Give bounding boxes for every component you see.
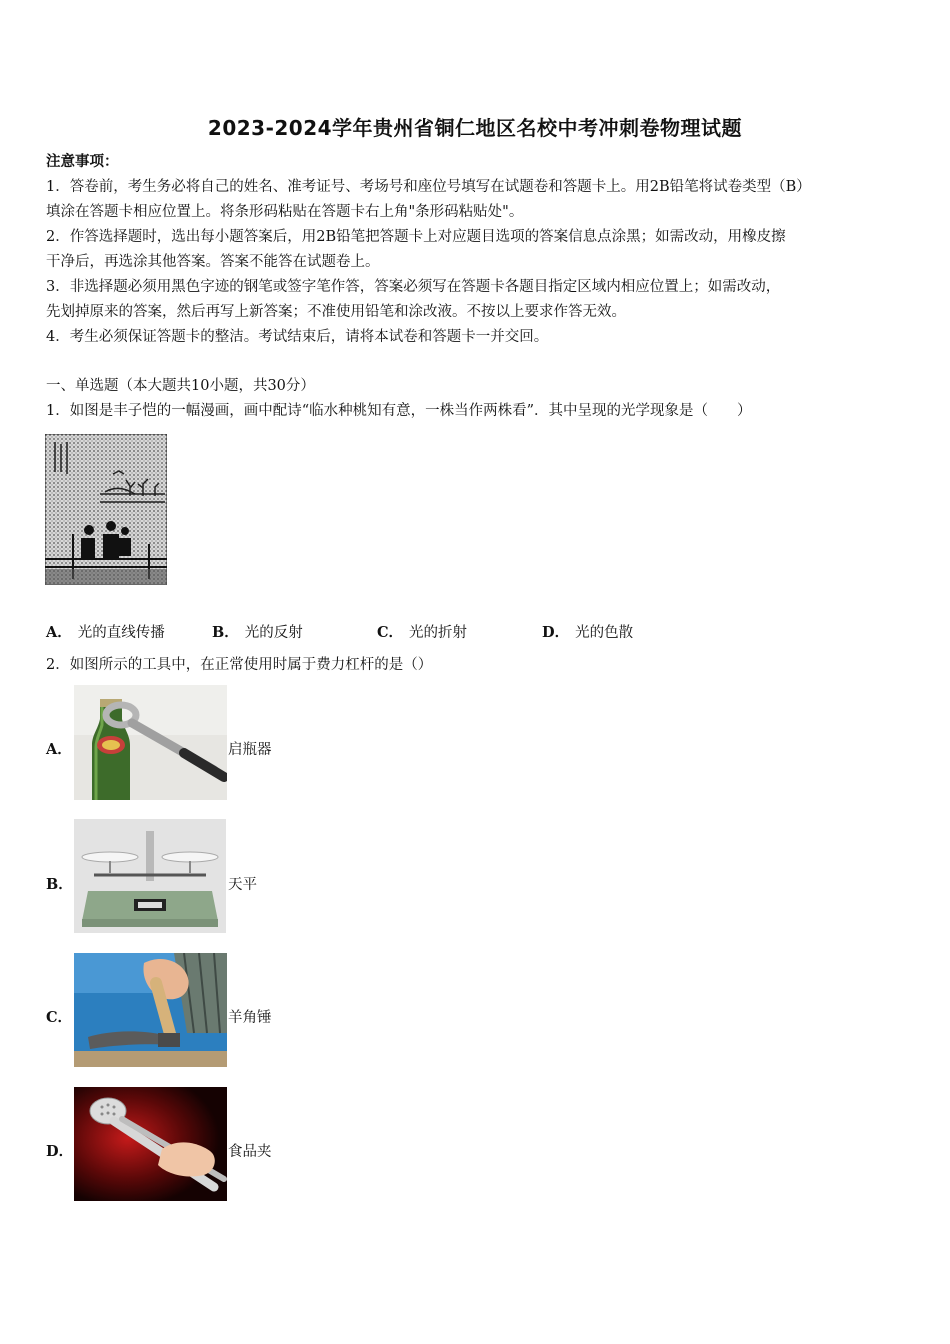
section-heading: 一、单选题（本大题共10小题，共30分） — [46, 378, 315, 394]
q1-option-c[interactable] — [377, 621, 467, 642]
claw-hammer-image — [74, 953, 227, 1067]
bottle-opener-image — [74, 685, 227, 800]
q2-option-a-label: 启瓶器 — [228, 742, 272, 758]
q1-option-b[interactable] — [212, 621, 303, 642]
notice-line: 填涂在答题卡相应位置上。将条形码粘贴在答题卡右上角"条形码粘贴处"。 — [46, 204, 524, 220]
option-text: 光的直线传播 — [77, 625, 165, 641]
balance-scale-image — [74, 819, 226, 933]
q2-option-b-letter[interactable]: B． — [46, 876, 73, 893]
option-letter: D． — [542, 624, 570, 641]
food-tongs-image — [74, 1087, 227, 1201]
option-letter: C． — [377, 624, 404, 641]
notice-line: 1．答卷前，考生务必将自己的姓名、准考证号、考场号和座位号填写在试题卷和答题卡上。用2B铅笔将试卷类型（B） — [46, 179, 811, 195]
cartoon-image — [45, 434, 167, 585]
q2-option-c-letter[interactable]: C． — [46, 1009, 73, 1026]
option-text: 光的色散 — [575, 625, 634, 641]
notice-line: 3．非选择题必须用黑色字迹的钢笔或签字笔作答，答案必须写在答题卡各题目指定区域内相应位置上；如需改动， — [46, 279, 781, 295]
notice-line: 2．作答选择题时，选出每小题答案后，用2B铅笔把答题卡上对应题目选项的答案信息点涂黑；如需改动，用橡皮擦 — [46, 229, 786, 245]
question-1-stem: 1．如图是丰子恺的一幅漫画，画中配诗“临水种桃知有意，一株当作两株看”．其中呈现的光学现象是（ ） — [46, 403, 752, 419]
q2-option-a-letter[interactable]: A． — [46, 741, 72, 758]
notice-line: 4．考生必须保证答题卡的整洁。考试结束后，请将本试卷和答题卡一并交回。 — [46, 329, 549, 345]
option-letter: A． — [46, 624, 72, 641]
q1-option-a[interactable] — [46, 621, 165, 642]
notice-line: 先划掉原来的答案，然后再写上新答案；不准使用铅笔和涂改液。不按以上要求作答无效。 — [46, 304, 626, 320]
option-letter: B． — [212, 624, 239, 641]
option-text: 光的反射 — [244, 625, 303, 641]
q1-option-d[interactable] — [542, 621, 633, 642]
q2-option-d-letter[interactable]: D． — [46, 1143, 74, 1160]
page-title: 2023-2024学年贵州省铜仁地区名校中考冲刺卷物理试题 — [207, 116, 743, 140]
q2-option-d-label: 食品夹 — [228, 1144, 272, 1160]
q2-option-b-label: 天平 — [228, 877, 257, 893]
question-2-stem: 2．如图所示的工具中，在正常使用时属于费力杠杆的是（） — [46, 657, 433, 673]
notice-line: 干净后，再选涂其他答案。答案不能答在试题卷上。 — [46, 254, 380, 270]
notice-heading: 注意事项： — [46, 153, 119, 170]
option-text: 光的折射 — [409, 625, 468, 641]
q2-option-c-label: 羊角锤 — [228, 1010, 272, 1026]
